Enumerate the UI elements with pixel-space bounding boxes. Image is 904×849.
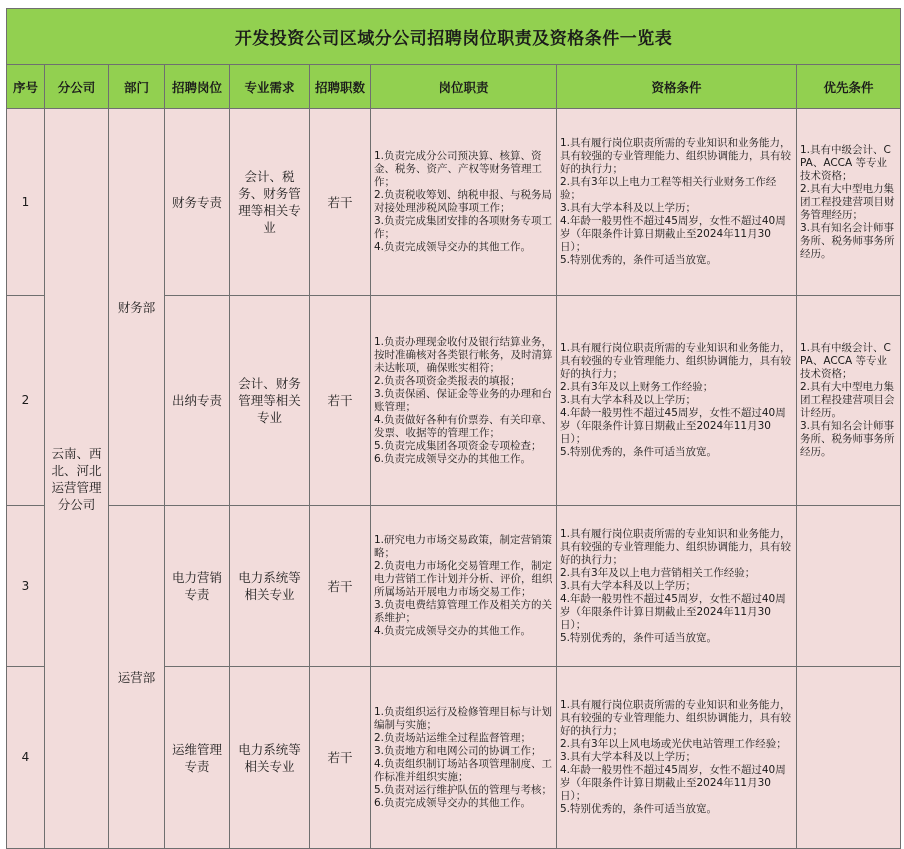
qualification-item: 2.具有3年以上电力工程等相关行业财务工作经验； [560, 176, 777, 201]
cell-no: 3 [7, 506, 45, 667]
qualification-item: 4.年龄一般男性不超过45周岁，女性不超过40周岁（年限条件计算日期截止至2024年11月30日）； [560, 592, 786, 631]
preferred-item: 2.具有大中型电力集团工程投建营项目财务管理经历； [800, 182, 895, 221]
cell-duties [371, 667, 557, 849]
preferred-item: 3.具有知名会计师事务所、税务师事务所经历。 [800, 420, 895, 458]
cell-qualifications [557, 667, 797, 849]
cell-major: 会计、财务管理等相关专业 [230, 296, 310, 506]
cell-position: 运维管理专责 [165, 667, 230, 849]
header-count: 招聘职数 [310, 65, 371, 109]
cell-department-operations: 运营部 [109, 506, 165, 849]
qualification-item: 1.具有履行岗位职责所需的专业知识和业务能力，具有较强的专业管理能力、组织协调能力，具有较好的执行力； [560, 527, 791, 566]
qualification-item: 3.具有大学本科及以上学历； [560, 394, 697, 406]
header-duties: 岗位职责 [371, 65, 557, 109]
cell-qualifications [557, 506, 797, 667]
header-department: 部门 [109, 65, 165, 109]
qualification-item: 5.特别优秀的，条件可适当放宽。 [560, 803, 718, 815]
header-preferred: 优先条件 [797, 65, 901, 109]
cell-duties [371, 296, 557, 506]
qualification-item: 4.年龄一般男性不超过45周岁，女性不超过40周岁（年限条件计算日期截止至2024年11月30日）； [560, 407, 786, 445]
cell-no: 4 [7, 667, 45, 849]
preferred-item: 1.具有中级会计、CPA、ACCA 等专业技术资格； [800, 342, 891, 380]
qualification-item: 2.具有3年及以上电力营销相关工作经验； [560, 566, 756, 579]
cell-count: 若干 [310, 667, 371, 849]
cell-major: 电力系统等相关专业 [230, 506, 310, 667]
duty-item: 1.研究电力市场交易政策，制定营销策略； [374, 534, 553, 559]
duty-item: 2.负责电力市场化交易管理工作，制定电力营销工作计划并分析、评价，组织所属场站开展电力市场交易工作； [374, 560, 553, 598]
duty-item: 3.负责完成集团安排的各项财务专项工作； [374, 215, 553, 240]
cell-no: 1 [7, 109, 45, 296]
duty-item: 4.负责做好各种有价票券、有关印章、发票、收据等的管理工作； [374, 413, 553, 439]
header-row [7, 65, 901, 109]
cell-qualifications [557, 109, 797, 296]
duty-item: 3.负责保函、保证金等业务的办理和台账管理； [374, 387, 553, 413]
duty-item: 4.负责完成领导交办的其他工作。 [374, 241, 532, 253]
header-branch: 分公司 [45, 65, 109, 109]
duty-item: 2.负责税收筹划、纳税申报、与税务局对接处理涉税风险事项工作； [374, 189, 553, 214]
table-row [7, 109, 901, 296]
duty-item: 6.负责完成领导交办的其他工作。 [374, 796, 532, 809]
header-position: 招聘岗位 [165, 65, 230, 109]
cell-branch: 云南、西北、河北运营管理分公司 [45, 109, 109, 849]
qualification-item: 1.具有履行岗位职责所需的专业知识和业务能力，具有较强的专业管理能力、组织协调能力，具有较好的执行力； [560, 699, 791, 737]
header-major: 专业需求 [230, 65, 310, 109]
duty-item: 1.负责办理现金收付及银行结算业务，按时准确核对各类银行帐务，及时清算未达帐项，确保账实相符； [374, 335, 553, 374]
title-row [7, 9, 901, 65]
duty-item: 4.负责组织制订场站各项管理制度、工作标准并组织实施； [374, 757, 553, 783]
cell-department-finance: 财务部 [109, 109, 165, 506]
duty-item: 3.负责电费结算管理工作及相关方的关系维护； [374, 599, 553, 624]
qualification-item: 5.特别优秀的，条件可适当放宽。 [560, 631, 718, 644]
duty-item: 5.负责对运行维护队伍的管理与考核； [374, 783, 553, 796]
duty-item: 6.负责完成领导交办的其他工作。 [374, 452, 532, 465]
preferred-item: 2.具有大中型电力集团工程投建营项目会计经历。 [800, 381, 895, 419]
header-qualifications: 资格条件 [557, 65, 797, 109]
qualification-item: 5.特别优秀的，条件可适当放宽。 [560, 446, 718, 458]
cell-count: 若干 [310, 506, 371, 667]
cell-count: 若干 [310, 296, 371, 506]
cell-preferred [797, 506, 901, 667]
qualification-item: 5.特别优秀的，条件可适当放宽。 [560, 254, 718, 266]
cell-duties [371, 506, 557, 667]
preferred-item: 3.具有知名会计师事务所、税务师事务所经历。 [800, 221, 895, 260]
cell-major: 电力系统等相关专业 [230, 667, 310, 849]
qualification-item: 1.具有履行岗位职责所需的专业知识和业务能力，具有较强的专业管理能力、组织协调能力，具有较好的执行力； [560, 137, 791, 175]
qualification-item: 2.具有3年及以上财务工作经验； [560, 381, 714, 393]
table-row [7, 506, 901, 667]
duty-item: 3.负责地方和电网公司的协调工作； [374, 744, 542, 757]
cell-position: 电力营销专责 [165, 506, 230, 667]
recruitment-table [6, 8, 901, 849]
duty-item: 2.负责各项资金类报表的填报； [374, 374, 521, 387]
cell-no: 2 [7, 296, 45, 506]
qualification-item: 4.年龄一般男性不超过45周岁，女性不超过40周岁（年限条件计算日期截止至2024年11月30日）； [560, 215, 786, 253]
qualification-item: 3.具有大学本科及以上学历； [560, 579, 697, 592]
cell-preferred [797, 667, 901, 849]
qualification-item: 3.具有大学本科及以上学历； [560, 202, 697, 214]
qualification-item: 2.具有3年以上风电场或光伏电站管理工作经验； [560, 738, 787, 750]
qualification-item: 1.具有履行岗位职责所需的专业知识和业务能力，具有较强的专业管理能力、组织协调能力，具有较好的执行力； [560, 342, 791, 380]
cell-major: 会计、税务、财务管理等相关专业 [230, 109, 310, 296]
duty-item: 2.负责场站运维全过程监督管理； [374, 731, 532, 744]
duty-item: 1.负责组织运行及检修管理目标与计划编制与实施； [374, 705, 553, 731]
cell-preferred [797, 109, 901, 296]
cell-count: 若干 [310, 109, 371, 296]
cell-position: 出纳专责 [165, 296, 230, 506]
cell-qualifications [557, 296, 797, 506]
cell-duties [371, 109, 557, 296]
cell-position: 财务专责 [165, 109, 230, 296]
table-title: 开发投资公司区域分公司招聘岗位职责及资格条件一览表 [7, 9, 901, 65]
qualification-item: 3.具有大学本科及以上学历； [560, 751, 697, 763]
cell-preferred [797, 296, 901, 506]
preferred-item: 1.具有中级会计、CPA、ACCA 等专业技术资格； [800, 143, 891, 182]
header-no: 序号 [7, 65, 45, 109]
duty-item: 1.负责完成分公司预决算、核算、资金、税务、资产、产权等财务管理工作； [374, 150, 542, 188]
duty-item: 4.负责完成领导交办的其他工作。 [374, 625, 532, 637]
qualification-item: 4.年龄一般男性不超过45周岁，女性不超过40周岁（年限条件计算日期截止至2024年11月30日）； [560, 764, 786, 802]
duty-item: 5.负责完成集团各项资金专项检查； [374, 439, 542, 452]
